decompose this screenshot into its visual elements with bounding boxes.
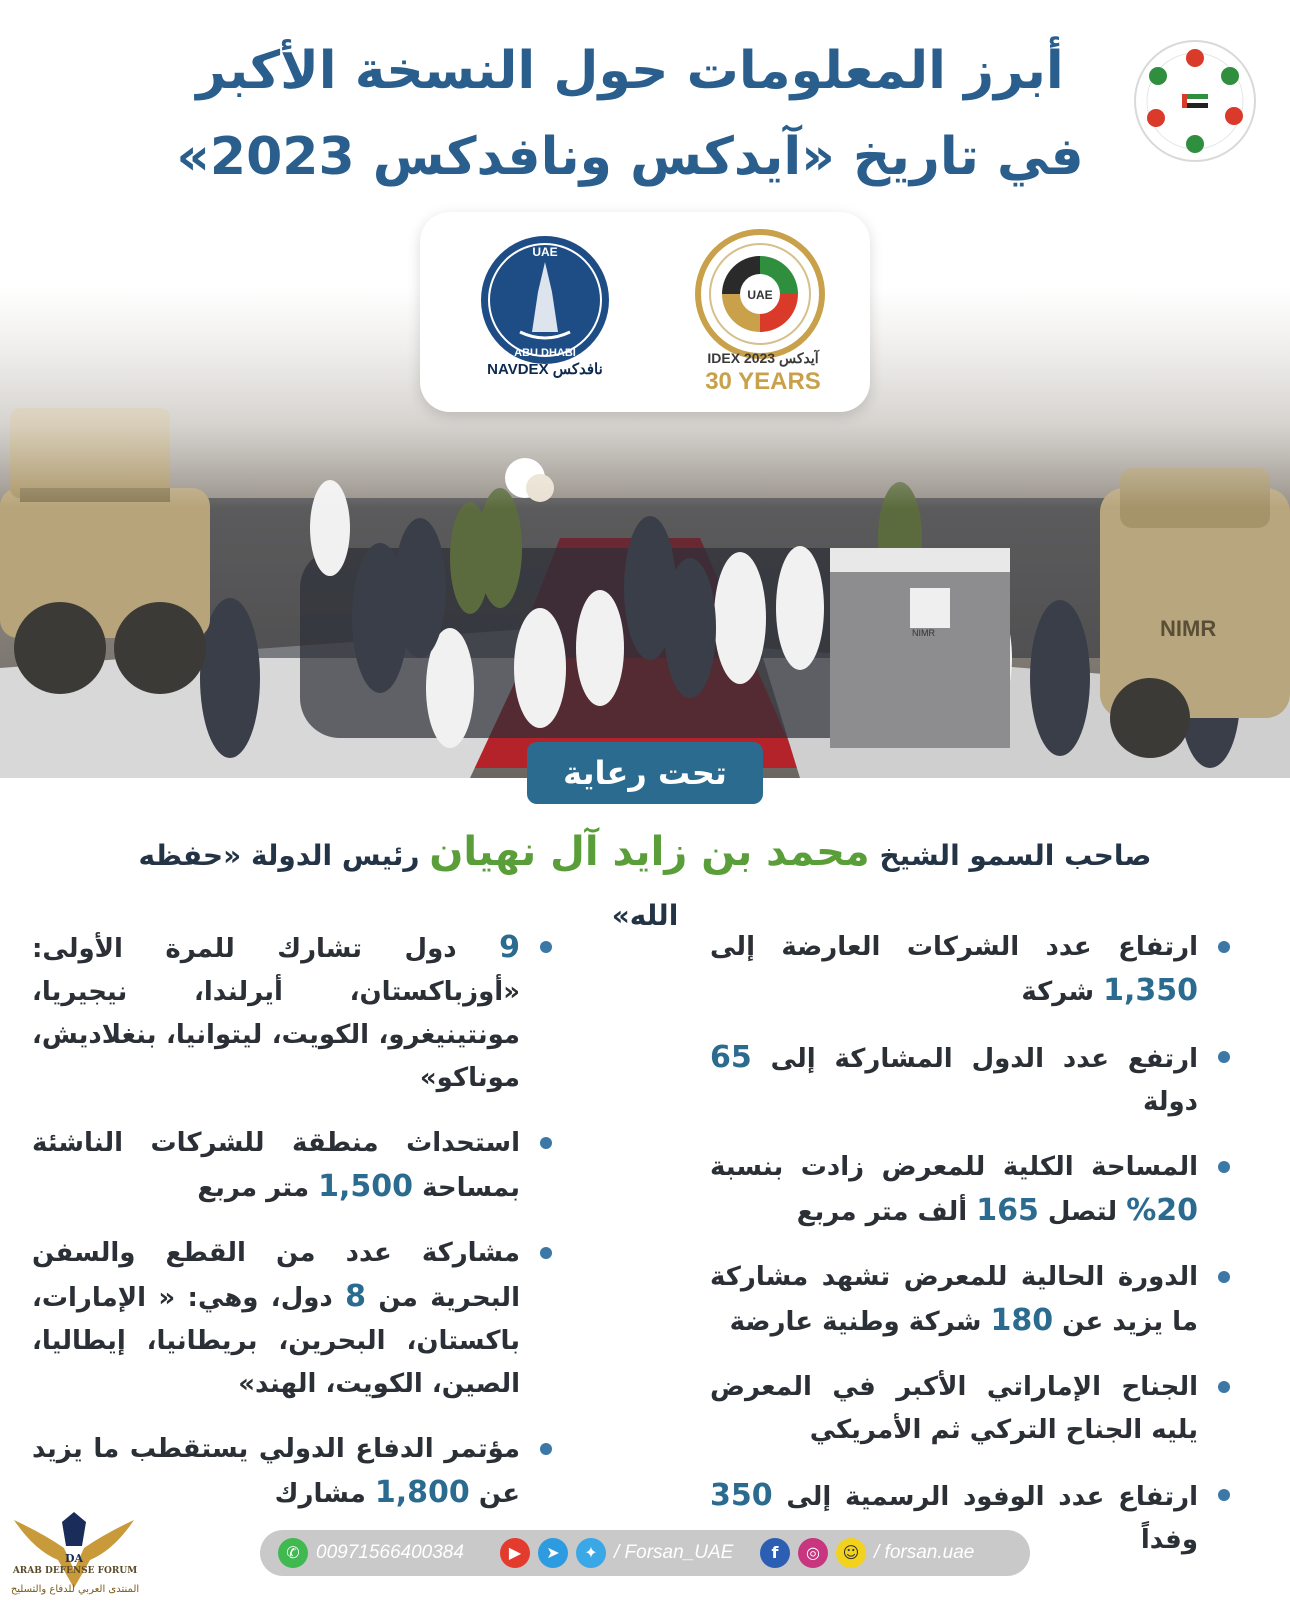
facebook-icon[interactable]: f — [760, 1538, 790, 1568]
snapchat-icon[interactable]: ☺ — [836, 1538, 866, 1568]
fact-item: الجناح الإماراتي الأكبر في المعرض يليه الجناح التركي ثم الأمريكي — [710, 1366, 1230, 1452]
bullet-icon — [1218, 1489, 1230, 1501]
phone-number[interactable]: 00971566400384 — [316, 1542, 464, 1563]
fact-item: مشاركة عدد من القطع والسفن البحرية من 8 دول، وهي: « الإمارات، باكستان، البحرين، بريطانيا، إيطاليا، الصين، الكويت، الهند» — [32, 1232, 552, 1406]
patronage-badge: تحت رعاية — [527, 742, 763, 804]
event-logos-card — [420, 212, 870, 412]
fact-item: الدورة الحالية للمعرض تشهد مشاركة ما يزيد عن 180 شركة وطنية عارضة — [710, 1256, 1230, 1344]
fact-item: المساحة الكلية للمعرض زادت بنسبة 20% لتصل 165 ألف متر مربع — [710, 1146, 1230, 1234]
bullet-icon — [540, 1247, 552, 1259]
bullet-icon — [1218, 1161, 1230, 1173]
bullet-icon — [540, 1137, 552, 1149]
bullet-icon — [540, 1443, 552, 1455]
navdex-abudhabi-text: ABU DHABI — [514, 347, 576, 359]
forum-name-en: ARAB DEFENSE FORUM — [12, 1566, 138, 1576]
title-line-1: أبرز المعلومات حول النسخة الأكبر — [196, 41, 1064, 101]
patron-name: محمد بن زايد آل نهيان — [429, 829, 870, 875]
bullet-icon — [540, 941, 552, 953]
navdex-uae-text: UAE — [532, 245, 558, 259]
facts-right-column — [710, 926, 1230, 1584]
bullet-icon — [1218, 941, 1230, 953]
forsan-logo-icon — [1130, 36, 1260, 166]
fact-item: استحداث منطقة للشركات الناشئة بمساحة 1,500 متر مربع — [32, 1122, 552, 1210]
fact-item: ارتفع عدد الدول المشاركة إلى 65 دولة — [710, 1036, 1230, 1124]
bullet-icon — [1218, 1051, 1230, 1063]
whatsapp-icon[interactable]: ✆ — [278, 1538, 308, 1568]
patron-suffix: رئيس الدولة «حفظه الله» — [138, 839, 679, 932]
bullet-icon — [1218, 1271, 1230, 1283]
facebook-handle[interactable]: / forsan.uae — [874, 1542, 975, 1563]
twitter-icon[interactable]: ✦ — [576, 1538, 606, 1568]
fact-item: ارتفاع عدد الشركات العارضة إلى 1,350 شركة — [710, 926, 1230, 1014]
fact-item: ارتفاع عدد الوفود الرسمية إلى 350 وفداً — [710, 1474, 1230, 1562]
idex-years: 30 YEARS — [705, 368, 821, 395]
telegram-icon[interactable]: ➤ — [538, 1538, 568, 1568]
fact-item: 9 دول تشارك للمرة الأولى: «أوزباكستان، أيرلندا، نيجيريا، مونتينيغرو، الكويت، ليتوانيا، بنغلاديش، موناكو» — [32, 926, 552, 1100]
facts-left-column — [32, 926, 552, 1538]
navdex-label: NAVDEX نافدكس — [487, 361, 603, 378]
social-footer — [260, 1530, 1030, 1576]
patron-prefix: صاحب السمو الشيخ — [879, 839, 1152, 872]
forum-name-ar: المنتدى العربي للدفاع والتسليح — [10, 1584, 140, 1595]
twitter-handle[interactable]: / Forsan_UAE — [614, 1542, 734, 1563]
forum-abbr: DA — [64, 1552, 84, 1565]
instagram-icon[interactable]: ◎ — [798, 1538, 828, 1568]
idex-label: IDEX 2023 آيدكس — [707, 350, 819, 366]
idex-uae-text: UAE — [747, 288, 773, 302]
fact-item: مؤتمر الدفاع الدولي يستقطب ما يزيد عن 1,800 مشارك — [32, 1428, 552, 1516]
youtube-icon[interactable]: ▶ — [500, 1538, 530, 1568]
page-title — [160, 28, 1100, 200]
bullet-icon — [1218, 1381, 1230, 1393]
title-line-2: في تاريخ «آيدكس ونافدكس 2023» — [176, 127, 1084, 187]
